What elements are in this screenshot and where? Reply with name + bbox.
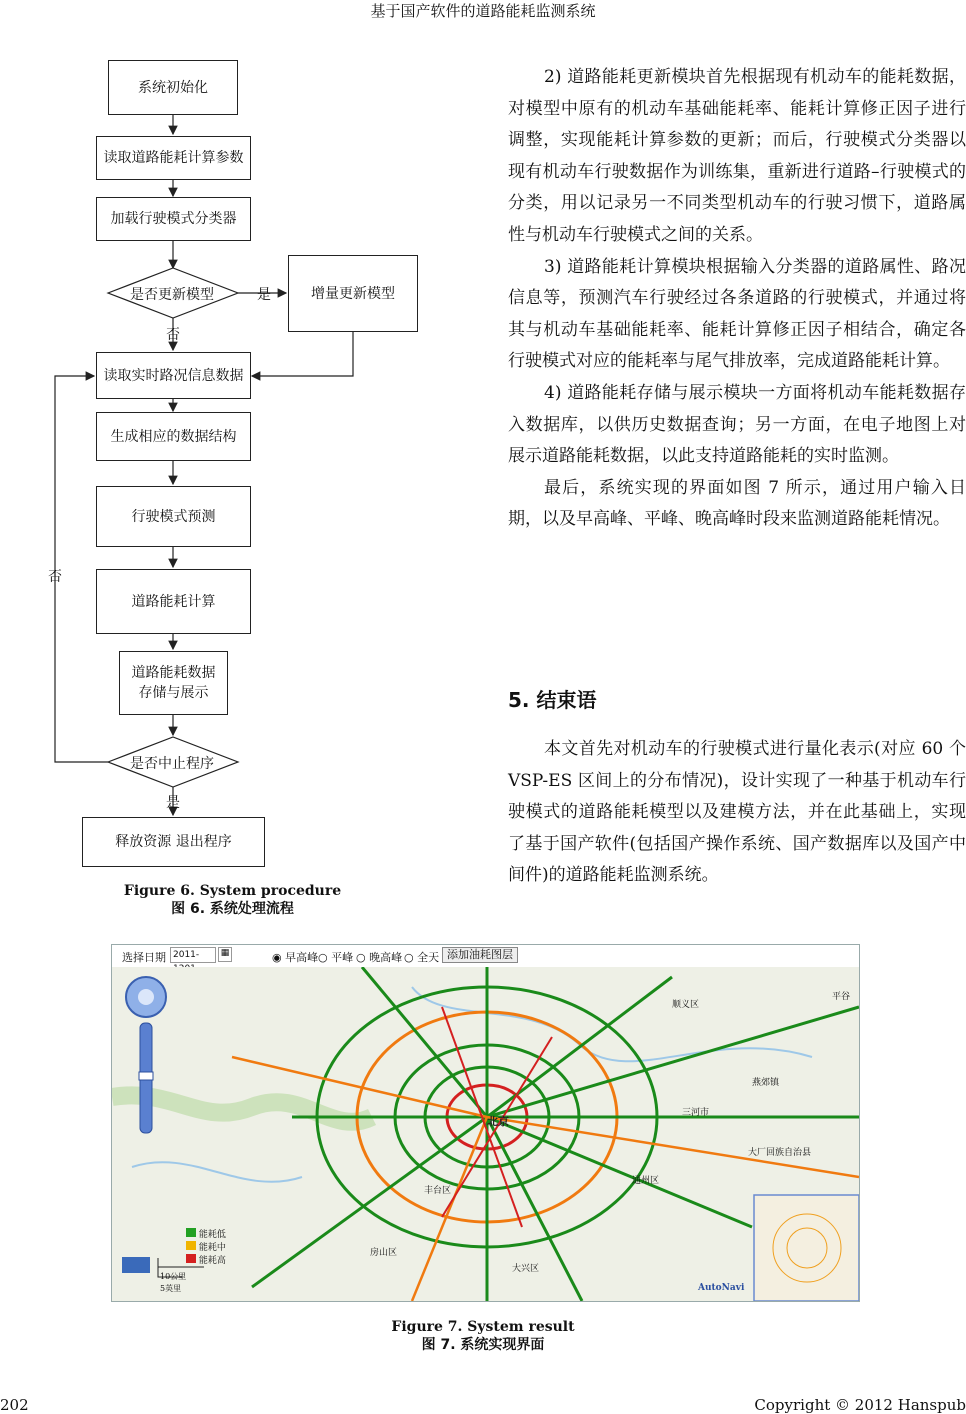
flow-release-exit: 释放资源 退出程序: [82, 817, 265, 867]
radio-morning-label: 早高峰: [285, 951, 319, 964]
add-layer-button[interactable]: 添加油耗图层: [442, 947, 518, 963]
flow-label-no-2: 否: [48, 569, 62, 585]
legend-low: [186, 1227, 226, 1240]
legend-high-label: 能耗高: [198, 1256, 226, 1266]
legend-low-label: 能耗低: [198, 1230, 226, 1240]
scale-km: 10公里: [160, 1272, 187, 1281]
paragraph-ui-intro: 最后，系统实现的界面如图 7 所示，通过用户输入日期，以及早高峰、平峰、晚高峰时段来监测道路能耗情况。: [508, 477, 966, 530]
calendar-icon[interactable]: ▦: [218, 947, 232, 962]
figure7-caption: [330, 1318, 636, 1354]
place-fengtai: 丰台区: [424, 1186, 452, 1196]
place-beijing: 北京: [487, 1115, 509, 1128]
place-yanjiao: 燕郊镇: [752, 1078, 780, 1088]
date-input[interactable]: 2011-: [170, 947, 216, 963]
paragraph-conclusion: 本文首先对机动车的行驶模式进行量化表示(对应 60 个 VSP-ES 区间上的分布情况)，设计实现了一种基于机动车行驶模式的道路能耗模型以及建模方法，并在此基础上，实现了基于国产软件(包括国产操作系统、国产数据库以及国产中间件)的道路能耗监测系统。: [508, 739, 966, 886]
flow-load-classifier: 加载行驶模式分类器: [96, 197, 251, 241]
flow-energy-calc: 道路能耗计算: [96, 569, 251, 634]
radio-offpeak-label: 平峰: [331, 951, 354, 964]
flow-gen-structure: 生成相应的数据结构: [96, 412, 251, 461]
place-sanhe: 三河市: [682, 1108, 710, 1118]
flow-decision-update: 是否更新模型: [130, 287, 214, 303]
place-dachang: 大厂回族自治县: [748, 1148, 812, 1158]
place-pinggu: 平谷: [832, 992, 851, 1002]
flow-mode-predict: 行驶模式预测: [96, 486, 251, 547]
place-shunyi: 顺义区: [672, 1000, 700, 1010]
flow-read-params: 读取道路能耗计算参数: [96, 136, 251, 180]
place-daxing: 大兴区: [512, 1264, 540, 1274]
flow-label-yes-1: 是: [257, 287, 271, 303]
conclusion-text: [508, 734, 966, 892]
flow-init: 系统初始化: [108, 60, 238, 115]
place-tongzhou: 通州区: [632, 1176, 660, 1186]
flow-label-yes-2: 是: [166, 795, 180, 811]
radio-morning-peak[interactable]: ◉ 早高峰: [272, 951, 319, 964]
radio-off-peak[interactable]: ○ 平峰: [318, 951, 354, 964]
figure6-caption: [60, 882, 405, 918]
figure7-caption-en: Figure 7. System result: [391, 1319, 575, 1335]
brand-logo: AutoNavi: [698, 1283, 745, 1293]
map-toolbar: [112, 945, 859, 967]
paragraph-update-module: 2) 道路能耗更新模块首先根据现有机动车的能耗数据，对模型中原有的机动车基础能耗率、能耗计算修正因子进行调整，实现能耗计算参数的更新；而后，行驶模式分类器以现有机动车行驶数据作为训练集，重新进行道路–行驶模式的分类，用以记录另一不同类型机动车的行驶习惯下，道路属性与机动车行驶模式之间的关系。: [508, 67, 966, 245]
map-legend: [186, 1227, 226, 1266]
figure6-caption-zh: 图 6. 系统处理流程: [171, 901, 294, 917]
scale-mile: 5英里: [160, 1284, 182, 1293]
flow-read-traffic: 读取实时路况信息数据: [96, 352, 251, 399]
date-label: 选择日期: [122, 951, 166, 964]
page-number: 202: [0, 1396, 29, 1414]
flow-incremental-update: 增量更新模型: [288, 255, 418, 332]
flow-label-no-1: 否: [166, 327, 180, 343]
flow-store-display: 道路能耗数据存储与展示: [119, 651, 228, 715]
radio-all-day[interactable]: ○ 全天: [404, 951, 440, 964]
copyright: Copyright © 2012 Hanspub: [754, 1396, 966, 1414]
radio-evening-peak[interactable]: ○ 晚高峰: [356, 951, 403, 964]
place-fangshan: 房山区: [370, 1248, 398, 1258]
figure7-caption-zh: 图 7. 系统实现界面: [421, 1337, 545, 1353]
energy-map-screenshot: [111, 944, 860, 1302]
paragraph-store-module: 4) 道路能耗存储与展示模块一方面将机动车能耗数据存入数据库，以供历史数据查询；另一方面，在电子地图上对展示道路能耗数据，以此支持道路能耗的实时监测。: [508, 382, 966, 467]
radio-evening-label: 晚高峰: [369, 951, 403, 964]
running-header: 基于国产软件的道路能耗监测系统: [370, 2, 596, 20]
flow-decision-stop: 是否中止程序: [130, 756, 214, 772]
legend-mid: [186, 1240, 226, 1253]
figure6-caption-en: Figure 6. System procedure: [123, 883, 342, 899]
legend-mid-label: 能耗中: [198, 1243, 226, 1253]
radio-allday-label: 全天: [417, 951, 440, 964]
section-title: 5. 结束语: [508, 688, 597, 712]
body-text: [508, 62, 966, 536]
paragraph-calc-module: 3) 道路能耗计算模块根据输入分类器的道路属性、路况信息等，预测汽车行驶经过各条道路的行驶模式，并通过将其与机动车基础能耗率、能耗计算修正因子相结合，确定各行驶模式对应的能耗率与尾气排放率，完成道路能耗计算。: [508, 256, 966, 372]
legend-high: [186, 1253, 226, 1266]
